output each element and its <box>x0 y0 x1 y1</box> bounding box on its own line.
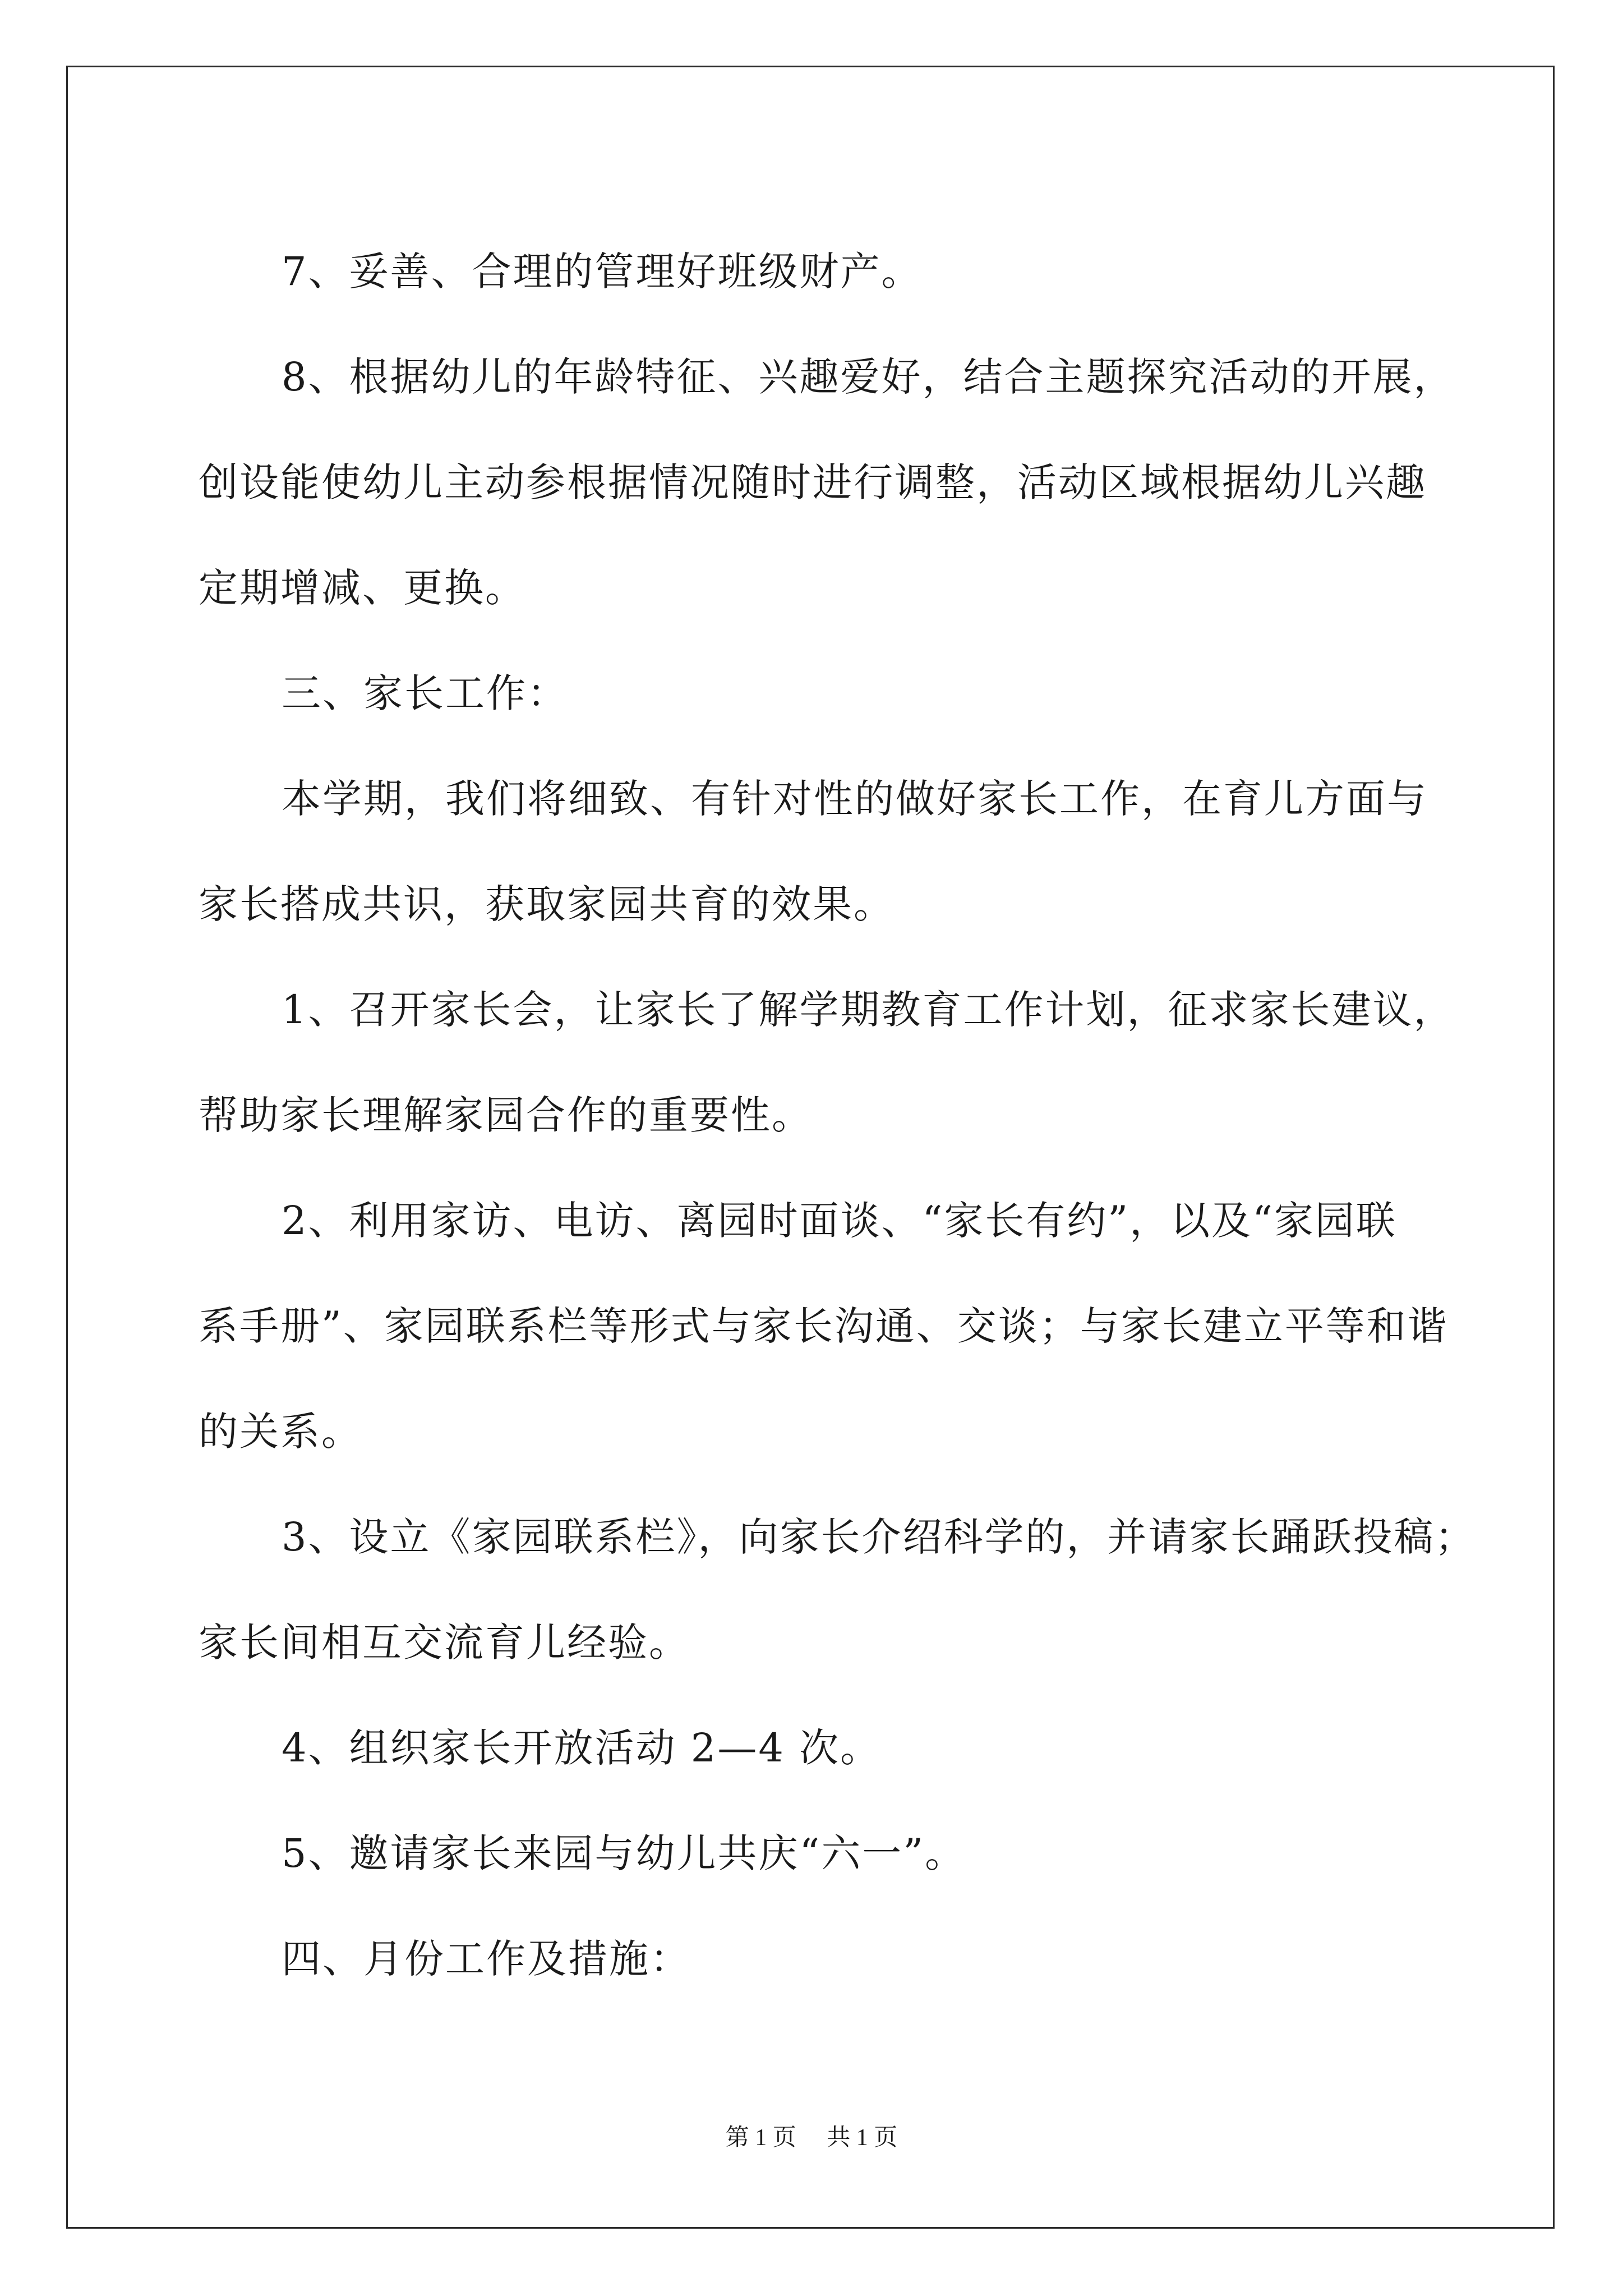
section-heading <box>199 641 1432 746</box>
section-heading <box>199 1906 1432 2012</box>
text-line: 三、家长工作： <box>282 670 568 716</box>
text-line: 创设能使幼儿主动参根据情况随时进行调整，活动区域根据幼儿兴趣 <box>199 459 1427 505</box>
paragraph <box>199 219 1432 324</box>
text-line: 家长间相互交流育儿经验。 <box>199 1619 690 1665</box>
text-line: 7、妥善、合理的管理好班级财产。 <box>282 249 923 295</box>
page-number-total: 共 1 页 <box>827 2125 898 2151</box>
text-line: 帮助家长理解家园合作的重要性。 <box>199 1092 813 1138</box>
paragraph <box>199 1695 1432 1801</box>
paragraph <box>199 746 1432 957</box>
paragraph <box>199 324 1455 641</box>
paragraph <box>199 957 1455 1168</box>
text-line: 2、利用家访、电访、离园时面谈、“家长有约”，以及“家园联 <box>282 1198 1397 1244</box>
text-line: 8、根据幼儿的年龄特征、兴趣爱好，结合主题探究活动的开展， <box>282 354 1455 400</box>
paragraph <box>199 1484 1476 1695</box>
text-line: 家长搭成共识，获取家园共育的效果。 <box>199 881 895 927</box>
text-line: 5、邀请家长来园与幼儿共庆“六一”。 <box>282 1830 966 1876</box>
paragraph <box>199 1168 1449 1484</box>
paragraph <box>199 1801 1432 1906</box>
text-line: 3、设立《家园联系栏》，向家长介绍科学的，并请家长踊跃投稿； <box>282 1514 1476 1560</box>
text-line: 定期增减、更换。 <box>199 565 526 611</box>
text-line: 的关系。 <box>199 1409 362 1455</box>
document-body <box>199 219 1476 2012</box>
text-line: 四、月份工作及措施： <box>282 1936 691 1982</box>
text-line: 本学期，我们将细致、有针对性的做好家长工作，在育儿方面与 <box>282 776 1428 822</box>
page-footer <box>0 2119 1623 2152</box>
page-number-current: 第 1 页 <box>725 2125 796 2151</box>
text-line: 1、召开家长会，让家长了解学期教育工作计划，征求家长建议， <box>282 987 1455 1033</box>
text-line: 4、组织家长开放活动 2—4 次。 <box>282 1725 882 1771</box>
text-line: 系手册”、家园联系栏等形式与家长沟通、交谈；与家长建立平等和谐 <box>199 1303 1449 1349</box>
